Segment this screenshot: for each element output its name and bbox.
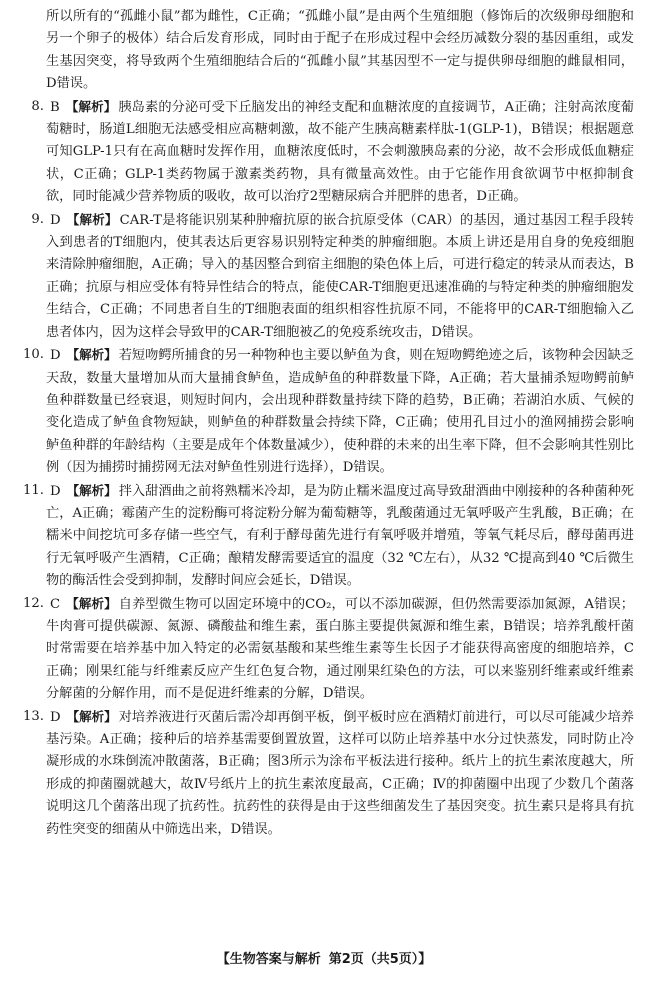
answer-item-10 xyxy=(23,344,634,479)
item-text: CAR-T是将能识别某种肿瘤抗原的嵌合抗原受体（CAR）的基因，通过基因工程手段转入到患者的T细胞内，使其表达后更容易识别特定种类的肿瘤细胞。本质上讲还是用自身的免疫细胞来清除肿瘤细胞，A正确；导入的基因整合到宿主细胞的染色体上后，可进行稳定的转录从而表达，B正确；抗原与相应受体有特异性结合的特点，能使CAR-T细胞更迅速准确的与特定种类的肿瘤细胞发生结合，C正确；不同患者自生的T细胞表面的组织相容性抗原不同，不能将甲的CAR-T细胞输入乙患者体内，因为这样会导致甲的CAR-T细胞被乙的免疫系统攻击，D错误。 xyxy=(46,212,634,340)
item-text: 若短吻鳄所捕食的另一种物种也主要以鲈鱼为食，则在短吻鳄绝迹之后，该物种会因缺乏天敌，数量大量增加从而大量捕食鲈鱼，造成鲈鱼的种群数量下降，A正确；若大量捕杀短吻鳄前鲈鱼种群数量已经衰退，则短时间内，会出现种群数量持续下降的趋势，B正确；若湖泊水质、气候的变化造成了鲈鱼食物短缺，则鲈鱼的种群数量会持续下降，C正确；使用孔目过小的渔网捕捞会影响鲈鱼种群的年龄结构（主要是成年个体数量减少），使种群的未来的出生率下降，但不会影响其性别比例（因为捕捞时捕捞网无法对鲈鱼性别进行选择），D错误。 xyxy=(46,348,634,476)
footer-title: 【生物答案与解析 xyxy=(216,952,321,967)
item-number: 13. xyxy=(23,708,44,724)
answer-item-9 xyxy=(28,209,634,344)
item-text: 对培养液进行灭菌后需冷却再倒平板，倒平板时应在酒精灯前进行，可以尽可能减少培养基污染。A正确；接种后的培养基需要倒置放置，这样可以防止培养基中水分过快蒸发，同时防止冷凝形成的水珠倒流冲散菌落，B正确；图3所示为涂布平板法进行接种。纸片上的抗生素浓度越大，所形成的抑菌圈就越大，故Ⅳ号纸片上的抗生素浓度最高，C正确；Ⅳ的抑菌圈中出现了少数几个菌落说明这几个菌落出现了抗药性。抗药性的获得是由于这些细菌发生了基因突变。抗生素只是将具有抗药性突变的细菌从中筛选出来，D错误。 xyxy=(46,709,634,837)
answer-item-13 xyxy=(23,706,634,841)
footer-page-number: 第2页（共5页）】 xyxy=(328,952,432,967)
item-number: 9. xyxy=(31,211,44,227)
item-answer: D xyxy=(50,212,61,228)
answer-item-8 xyxy=(28,96,634,209)
page-footer xyxy=(0,948,648,967)
item-number: 12. xyxy=(23,595,44,611)
analysis-tag: 【解析】 xyxy=(65,98,117,114)
analysis-tag: 【解析】 xyxy=(66,211,118,227)
item-answer: D xyxy=(50,483,61,499)
analysis-tag: 【解析】 xyxy=(66,347,117,363)
item-answer: B xyxy=(50,99,60,115)
analysis-tag: 【解析】 xyxy=(66,595,117,611)
item-number: 10. xyxy=(23,347,44,363)
intro-paragraph: 所以所有的“孤雌小鼠”都为雌性，C正确；“孤雌小鼠”是由两个生殖细胞（修饰后的次级卵母细胞和另一个卵子的极体）结合后发育形成，同时由于配子在形成过程中会经历减数分裂的基因重组，或发生基因突变，将导致两个生殖细胞结合后的“孤雌小鼠”其基因型不一定与提供卵母细胞的雌鼠相同，D错误。 xyxy=(46,9,634,92)
item-text: 自养型微生物可以固定环境中的CO₂，可以不添加碳源，但仍然需要添加氮源，A错误；牛肉膏可提供碳源、氮源、磷酸盐和维生素，蛋白胨主要提供氮源和维生素，B错误；培养乳酸杆菌时常需要在培养基中加入特定的必需氨基酸和某些维生素等生长因子才能获得高密度的细胞培养，C正确；刚果红能与纤维素反应产生红色复合物，通过刚果红染色的方法，可以来鉴别纤维素或纤维素分解菌的分解作用，而不是促进纤维素的分解，D错误。 xyxy=(46,596,634,702)
item-text: 胰岛素的分泌可受下丘脑发出的神经支配和血糖浓度的直接调节，A正确；注射高浓度葡萄糖时，肠道L细胞无法感受相应高糖刺激，故不能产生胰高糖素样肽-1(GLP-1)，B错误；根据题意可知GLP-1只有在高血糖时发挥作用，血糖浓度低时，不会刺激胰岛素的分泌，故不会形成低血糖症状，C正确；GLP-1类药物属于激素类药物，具有微量高效性。由于它能作用食欲调节中枢抑制食欲，同时能减少营养物质的吸收，故可以治疗2型糖尿病合并肥胖的患者，D正确。 xyxy=(46,99,634,205)
item-answer: C xyxy=(50,596,61,612)
item-answer: D xyxy=(50,348,61,364)
item-answer: D xyxy=(50,709,61,725)
item-number: 8. xyxy=(31,98,44,114)
answer-item-11 xyxy=(23,480,634,593)
analysis-tag: 【解析】 xyxy=(66,482,117,498)
item-number: 11. xyxy=(23,482,44,498)
item-text: 拌入甜酒曲之前将熟糯米冷却，是为防止糯米温度过高导致甜酒曲中刚接种的各种菌种死亡，A正确；霉菌产生的淀粉酶可将淀粉分解为葡萄糖等，乳酸菌通过无氧呼吸产生乳酸，B正确；在糯米中间挖坑可多存储一些空气，有利于酵母菌先进行有氧呼吸并增殖，等氧气耗尽后，酵母菌再进行无氧呼吸产生酒精，C正确；酿精发酵需要适宜的温度（32 ℃左右），从32 ℃提高到40 ℃后微生物的酶活性会受到抑制，发酵时间应会延长，D错误。 xyxy=(46,483,634,589)
analysis-tag: 【解析】 xyxy=(66,708,117,724)
answer-item-12 xyxy=(23,593,634,706)
